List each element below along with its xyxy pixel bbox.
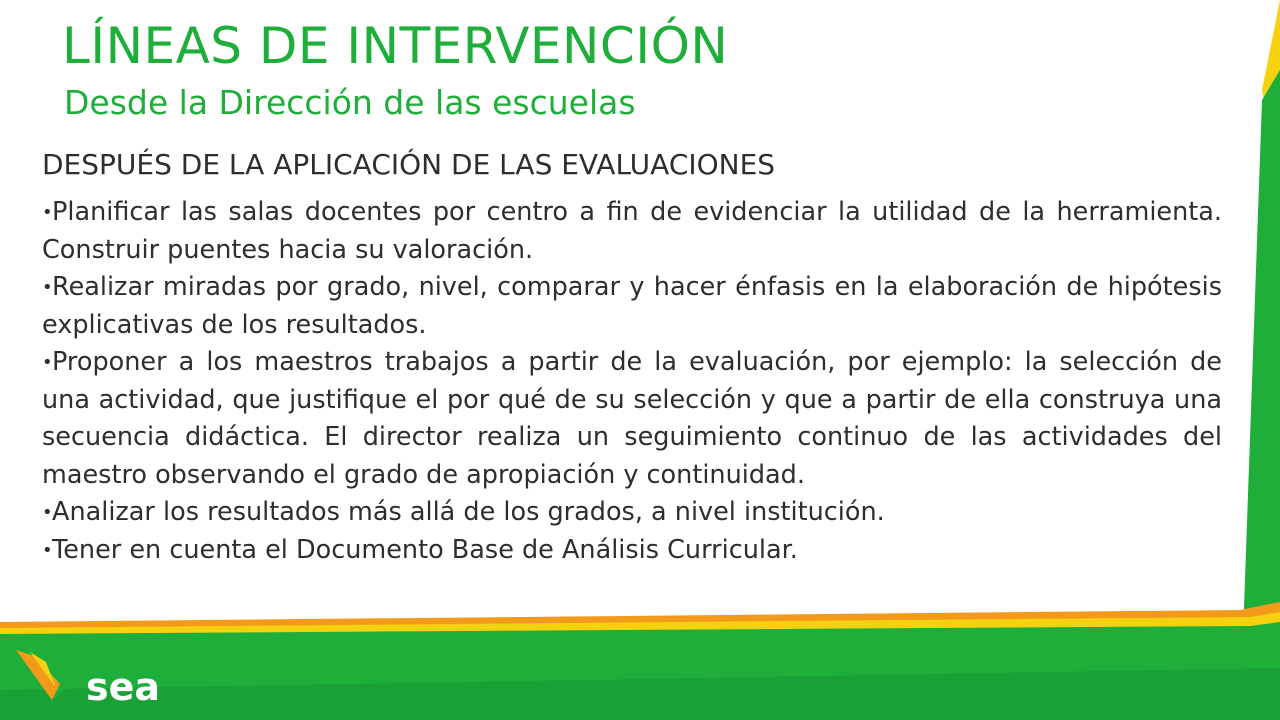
bullet-icon: •: [42, 202, 53, 223]
bullet-text: Analizar los resultados más allá de los grados, a nivel institución.: [52, 497, 885, 527]
bullet-item: [42, 269, 1222, 344]
bullet-text: Planificar las salas docentes por centro a fin de evidenciar la utilidad de la herramienta. Construir puentes hacia su valoración.: [42, 197, 1222, 265]
bullet-item: [42, 194, 1222, 269]
bullet-text: Proponer a los maestros trabajos a partir de la evaluación, por ejemplo: la selección de una actividad, que justifique el por qué de su selección y que a partir de ella construya una secuencia didáctica. El director realiza un seguimiento continuo de las actividades del maestro observando el grado de apropiación y continuidad.: [42, 347, 1222, 490]
logo-v-orange: [16, 650, 62, 700]
bullet-icon: •: [42, 352, 53, 373]
bullet-list: [42, 194, 1222, 569]
bullet-item: [42, 494, 1222, 532]
slide-title: LÍNEAS DE INTERVENCIÓN: [62, 17, 729, 75]
slide-subtitle: Desde la Dirección de las escuelas: [64, 83, 636, 122]
bullet-text: Realizar miradas por grado, nivel, comparar y hacer énfasis en la elaboración de hipótesis explicativas de los resultados.: [42, 272, 1222, 340]
bullet-item: [42, 344, 1222, 494]
bullet-icon: •: [42, 502, 53, 523]
section-heading: DESPUÉS DE LA APLICACIÓN DE LAS EVALUACIONES: [42, 148, 776, 181]
sea-logo: [16, 648, 176, 710]
bullet-icon: •: [42, 539, 53, 561]
bullet-item: [42, 532, 1222, 570]
bullet-text: Tener en cuenta el Documento Base de Análisis Curricular.: [52, 534, 798, 565]
bullet-icon: •: [42, 277, 53, 298]
logo-text: sea: [86, 665, 161, 709]
